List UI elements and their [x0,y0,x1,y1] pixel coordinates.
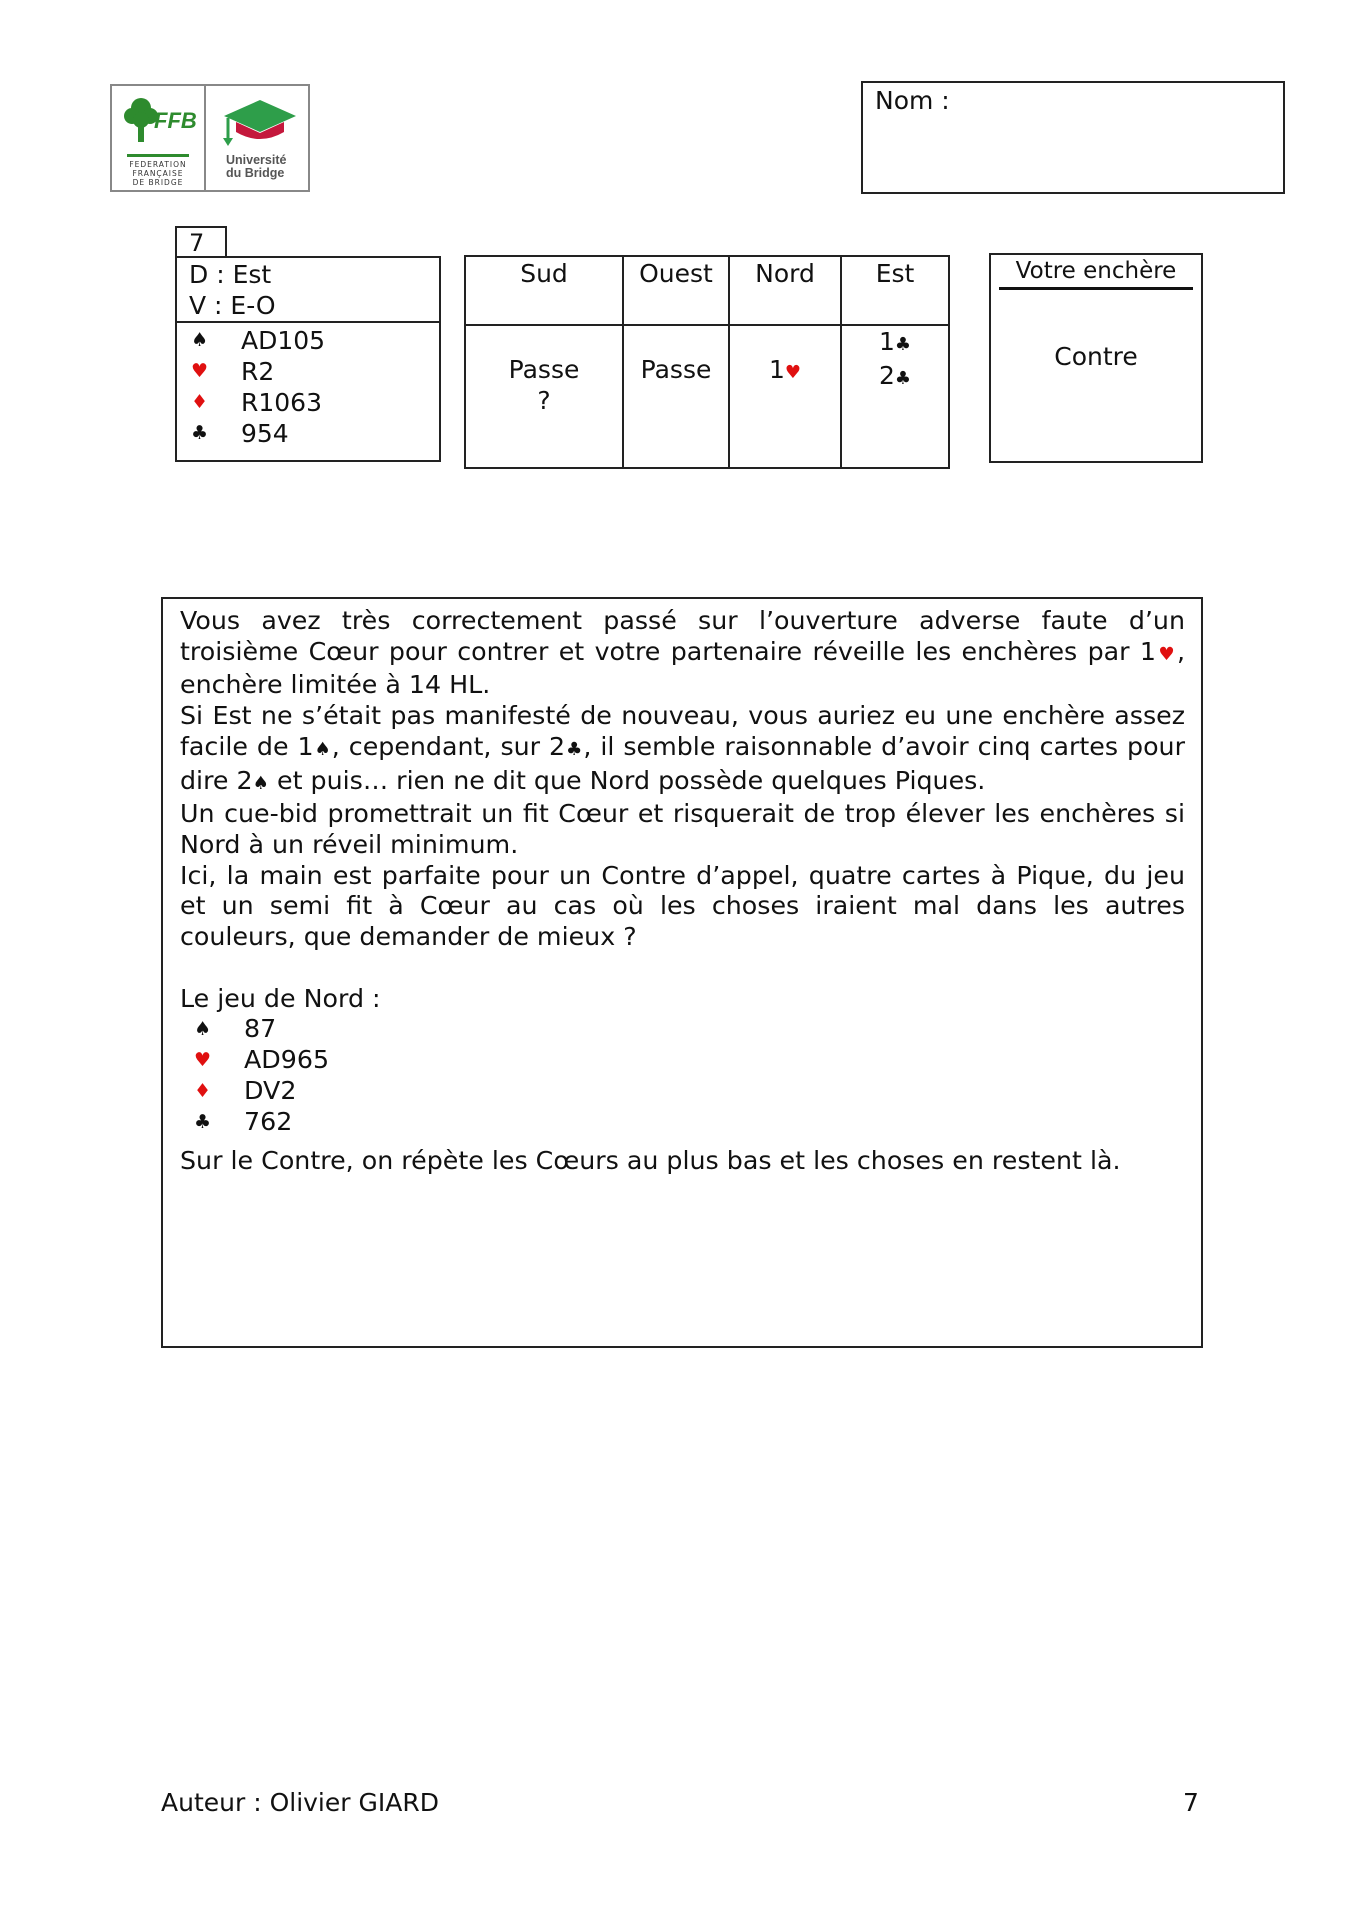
name-label: Nom : [875,86,950,115]
deal-number: 7 [175,226,227,258]
answer-divider [999,287,1193,290]
bidding-column-est [842,257,948,467]
club-icon: ♣ [894,334,912,355]
south-hand [177,323,439,449]
bid: Passe [508,355,580,384]
heart-icon: ♥ [194,1049,212,1072]
deal-conditions [177,258,439,323]
hand-row-spades [189,325,439,356]
vulnerability-label: V : E-O [189,291,276,320]
paragraph-1: Vous avez très correctement passé sur l’ouverture adverse faute d’un troisième Cœur pour contrer et votre partenaire réveille les enchères par 1♥, enchère limitée à 14 HL. [180,606,1185,700]
heart-icon: ♥ [191,360,209,382]
north-hand-row-spades [180,1014,1185,1045]
name-field[interactable] [861,81,1285,194]
header-sud: Sud [466,257,622,326]
ffb-logo [110,84,310,192]
bidding-column-sud [466,257,624,467]
bidding-column-ouest [624,257,730,467]
bids-est [842,326,948,467]
graduation-cap-icon [220,98,300,148]
diamond-icon: ♦ [191,391,209,413]
hand-cards: R2 [241,357,275,386]
answer-value: Contre [1054,342,1138,371]
answer-header: Votre enchère [1015,258,1177,284]
paragraph-3: Un cue-bid promettrait un fit Cœur et risquerait de trop élever les enchères si Nord à un réveil minimum. [180,799,1185,859]
club-icon: ♣ [565,738,584,760]
hand-cards: R1063 [241,388,322,417]
deal-box [175,256,441,462]
bid: 1♣ [878,327,912,356]
club-icon: ♣ [191,422,209,444]
bids-nord [730,326,840,467]
heart-icon: ♥ [784,362,802,383]
north-hand-cards: DV2 [244,1075,297,1105]
club-icon: ♣ [894,368,912,389]
bid: Passe [640,355,712,384]
ffb-wordmark: FFB [154,108,197,133]
header-est: Est [842,257,948,326]
paragraph-4: Ici, la main est parfaite pour un Contre d’appel, quatre cartes à Pique, du jeu et un semi fit à Cœur au cas où les choses iraient mal dans les autres couleurs, que demander de mieux ? [180,860,1185,952]
north-hand-cards: AD965 [244,1045,330,1075]
bidding-table [464,255,950,469]
ffb-subtitle: FEDERATION FRANÇAISE DE BRIDGE [120,154,196,187]
bids-sud [466,326,622,467]
page-number: 7 [1183,1788,1199,1817]
answer-box [989,253,1203,463]
ffb-emblem [112,86,206,190]
club-icon: ♣ [194,1110,212,1133]
spade-icon: ♠ [194,1018,212,1041]
hand-row-hearts [189,356,439,387]
bid: 1♥ [768,355,802,384]
north-hand-row-hearts [180,1045,1185,1076]
north-hand-row-clubs [180,1107,1185,1138]
explanation-box [161,597,1203,1348]
universite-text: Université du Bridge [226,153,287,180]
bid-question: ? [537,386,551,415]
header-nord: Nord [730,257,840,326]
bids-ouest [624,326,728,467]
dealer-label: D : Est [189,260,272,289]
hand-cards: 954 [241,419,289,448]
hand-row-diamonds [189,387,439,418]
hand-cards: AD105 [241,326,326,355]
tree-icon [124,96,158,142]
universite-emblem [206,86,308,190]
conclusion: Sur le Contre, on répète les Cœurs au plus bas et les choses en restent là. [180,1146,1121,1176]
header-ouest: Ouest [624,257,728,326]
north-hand-cards: 762 [244,1106,293,1136]
spade-icon: ♠ [191,329,209,351]
spade-icon: ♠ [252,772,269,794]
diamond-icon: ♦ [194,1079,212,1102]
spade-icon: ♠ [313,738,332,760]
paragraph-2: Si Est ne s’était pas manifesté de nouveau, vous auriez eu une enchère assez facile de 1♠, cependant, sur 2♣, il semble raisonnable d’avoir cinq cartes pour dire 2♠ et puis… rien ne dit que Nord possède quelques Piques. [180,701,1185,795]
bid: 2♣ [878,361,912,390]
author-credit: Auteur : Olivier GIARD [161,1788,439,1817]
north-hand-title: Le jeu de Nord : [180,983,381,1013]
north-hand-cards: 87 [244,1014,277,1044]
north-hand-row-diamonds [180,1076,1185,1107]
bidding-column-nord [730,257,842,467]
heart-icon: ♥ [1156,643,1177,665]
hand-row-clubs [189,418,439,449]
